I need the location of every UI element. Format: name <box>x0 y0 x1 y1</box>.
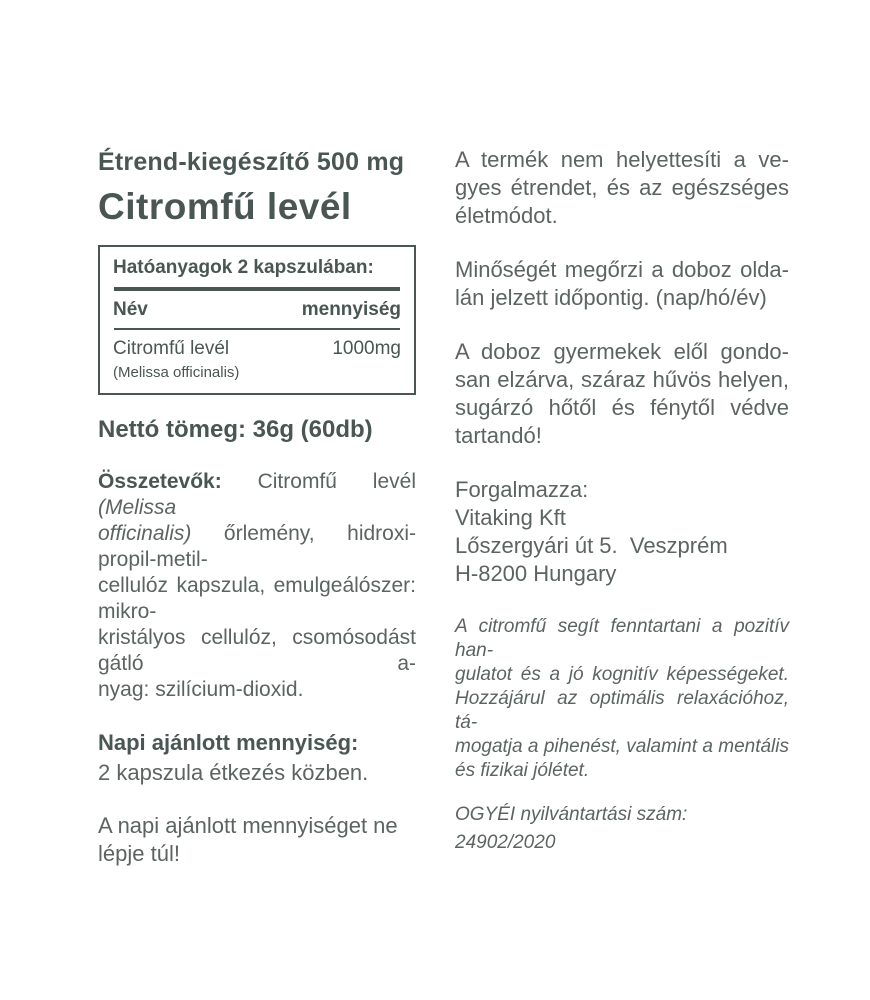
net-weight: Nettó tömeg: 36g (60db) <box>98 416 373 443</box>
table-title: Hatóanyagok 2 kapszulában: <box>113 257 374 278</box>
disclaimer-paragraph <box>455 146 789 230</box>
disclaimer-line: gyes étrendet, és az egészséges <box>455 175 789 200</box>
claim-line: mogatja a pihenést, valamint a mentális <box>455 736 789 757</box>
storage-line: tartandó! <box>455 423 542 448</box>
ingredients-paragraph <box>98 469 416 703</box>
ingredients-line: cellulóz kapszula, emulgeálószer: mikro- <box>98 574 416 623</box>
ingredient-latin-name: (Melissa officinalis) <box>113 364 240 381</box>
claim-line: A citromfű segít fenntartani a pozitív han- <box>455 616 789 661</box>
storage-line: A doboz gyermekek elől gondo- <box>455 339 789 364</box>
ingredient-name: Citromfű levél <box>113 338 230 359</box>
column-header-amount: mennyiség <box>301 299 401 320</box>
ingredients-line: kristályos cellulóz, csomósodást gátló a- <box>98 626 416 675</box>
claim-line: és fizikai jólétet. <box>455 760 590 781</box>
daily-dose-text: 2 kapszula étkezés közben. <box>98 760 369 785</box>
quality-line: lán jelzett időpontig. (nap/hó/év) <box>455 285 767 310</box>
overdose-warning <box>98 812 416 868</box>
warning-line: lépje túl! <box>98 841 180 866</box>
ingredient-amount: 1000mg <box>332 338 401 359</box>
table-header-row <box>113 299 401 321</box>
claim-line: Hozzájárul az optimális relaxációhoz, tá- <box>455 688 789 733</box>
ingredients-line: nyag: szilícium-dioxid. <box>98 678 304 701</box>
registration-number: OGYÉI nyilvántartási szám: 24902/2020 <box>455 804 688 853</box>
warning-line: A napi ajánlott mennyiséget ne <box>98 813 398 838</box>
active-ingredients-table <box>98 245 416 395</box>
daily-dose-heading: Napi ajánlott mennyiség: <box>98 730 359 755</box>
quality-paragraph <box>455 256 789 312</box>
disclaimer-line: A termék nem helyettesíti a ve- <box>455 147 789 172</box>
health-claim-paragraph <box>455 615 789 783</box>
distributor-street: Lőszergyári út 5. Veszprém <box>455 533 728 558</box>
column-header-name: Név <box>113 299 148 320</box>
distributor-company: Vitaking Kft <box>455 505 566 530</box>
disclaimer-line: életmódot. <box>455 203 558 228</box>
ingredients-label: Összetevők: <box>98 470 222 493</box>
claim-line: gulatot és a jó kognitív képességeket. <box>455 664 789 685</box>
product-subtitle: Étrend-kiegészítő 500 mg <box>98 148 405 176</box>
quality-line: Minőségét megőrzi a doboz olda- <box>455 257 789 282</box>
product-title: Citromfű levél <box>98 186 352 227</box>
distributor-label: Forgalmazza: <box>455 477 589 502</box>
table-divider-thick <box>114 287 400 291</box>
storage-line: sugárzó hőtől és fénytől védve <box>455 395 789 420</box>
table-row <box>113 338 401 360</box>
ingredients-line: Összetevők: Citromfű levél (Melissa <box>98 470 416 519</box>
storage-paragraph <box>455 338 789 450</box>
storage-line: san elzárva, száraz hűvös helyen, <box>455 367 789 392</box>
distributor-country: H-8200 Hungary <box>455 561 617 586</box>
table-divider-thin <box>114 328 400 330</box>
left-column <box>98 148 416 868</box>
right-column <box>455 146 789 857</box>
ingredients-line: officinalis) őrlemény, hidroxi-propil-metil- <box>98 522 416 571</box>
distributor-block <box>455 476 789 588</box>
